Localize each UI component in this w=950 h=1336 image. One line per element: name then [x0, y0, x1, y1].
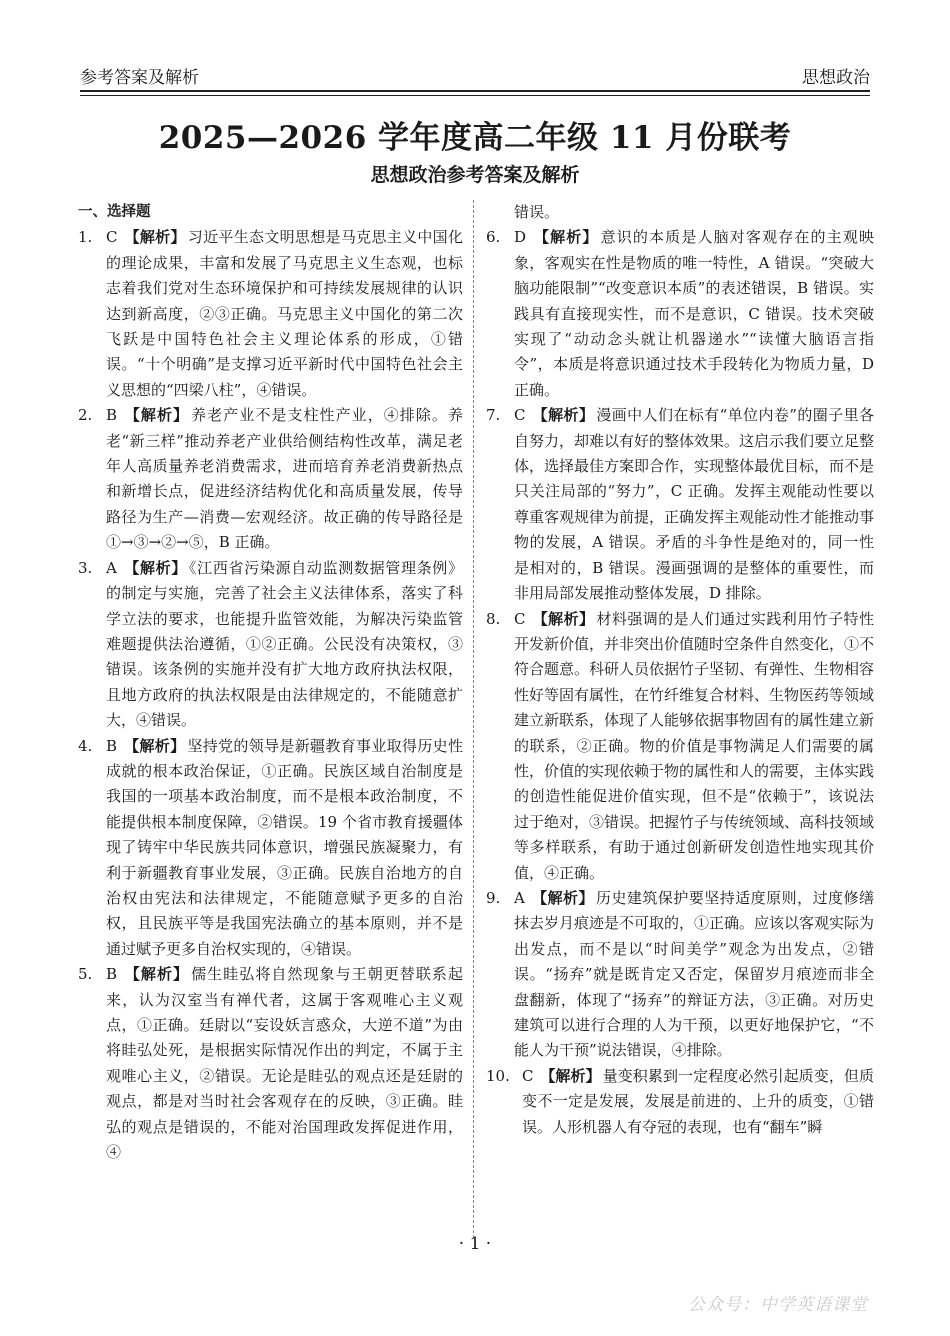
watermark-text: 公众号：中学英语课堂	[688, 1295, 868, 1315]
header-right: 思想政治	[802, 68, 870, 88]
question-text: 儒生眭弘将自然现象与王朝更替联系起来，认为汉室当有禅代者，这属于客观唯心主义观点，①正确。廷尉以“妄设妖言惑众，大逆不道”为由将眭弘处死，是根据实际情况作出的判定，不属于主观唯心主义，②错误。无论是眭弘的观点还是廷尉的观点，都是对当时社会客观存在的反映，③正确。眭弘的观点是错误的，不能对治国理政发挥促进作用，④	[106, 965, 463, 1162]
question-answer: B	[106, 406, 118, 425]
question-text: 意识的本质是人脑对客观存在的主观映象，客观实在性是物质的唯一特性，A 错误。“突破大脑功能限制”“改变意识本质”的表述错误，B 错误。实践具有直接现实性，而不是意识，C 错误。技术突破实现了“动动念头就让机器递水”“读懂大脑语言指令”，本质是将意识通过技术手段转化为物质力量，D 正确。	[514, 228, 874, 399]
question-answer: B	[106, 736, 118, 755]
analysis-tag: 【解析】	[124, 228, 186, 247]
header-rule-thick	[80, 90, 870, 92]
question-number: 10.	[486, 1066, 510, 1085]
header-rule-thin	[80, 95, 870, 96]
section-heading: 一、选择题	[78, 204, 151, 220]
question-number: 5.	[78, 965, 93, 984]
question-9	[486, 886, 874, 1064]
header-left: 参考答案及解析	[80, 68, 199, 88]
question-10	[486, 1064, 874, 1140]
question-text: 养老产业不是支柱性产业，④排除。养老“新三样”推动养老产业供给侧结构性改革，满足老年人高质量养老消费需求，进而培育养老消费新热点和新增长点，促进经济结构优化和高质量发展，传导路径为生产—消费—宏观经济。故正确的传导路径是①→③→②→⑤，B 正确。	[106, 406, 463, 552]
question-7	[486, 403, 874, 606]
question-answer: C	[514, 406, 526, 425]
question-answer: C	[522, 1066, 534, 1085]
analysis-tag: 【解析】	[540, 1066, 601, 1085]
question-answer: C	[514, 609, 526, 628]
question-answer: A	[514, 888, 525, 907]
question-text: 《江西省污染源自动监测数据管理条例》的制定与实施，完善了社会主义法律体系，落实了科学立法的要求，也能提升监管效能，为解决污染监管难题提供法治遵循，①②正确。公民没有决策权，③错误。该条例的实施并没有扩大地方政府执法权限，且地方政府的执法权限是由法律规定的，不能随意扩大，④错误。	[106, 558, 463, 730]
analysis-tag: 【解析】	[124, 406, 190, 425]
question-2	[78, 403, 463, 555]
analysis-tag: 【解析】	[532, 609, 595, 628]
question-text-continued: 错误。	[514, 203, 560, 221]
question-number: 4.	[78, 736, 93, 755]
page-number: · 1 ·	[458, 1234, 492, 1254]
question-answer: C	[106, 228, 118, 247]
question-number: 3.	[78, 558, 93, 577]
analysis-tag: 【解析】	[533, 228, 599, 247]
running-header	[80, 58, 870, 88]
question-5	[78, 962, 463, 1165]
document-title: 2025—2026 学年度高二年级 11 月份联考	[158, 120, 792, 156]
right-column	[486, 200, 874, 1140]
question-text: 历史建筑保护要坚持适度原则，过度修缮抹去岁月痕迹是不可取的，①正确。应该以客观实际为出发点，而不是以“时间美学”观念为出发点，②错误。“扬弃”就是既肯定又否定，保留岁月痕迹而非全盘翻新，体现了“扬弃”的辩证方法，③正确。对历史建筑可以进行合理的人为干预，以更好地保护它，“不能人为干预”说法错误，④排除。	[514, 888, 875, 1060]
question-text: 习近平生态文明思想是马克思主义中国化的理论成果，丰富和发展了马克思主义生态观，也标志着我们党对生态环境保护和可持续发展规律的认识达到新高度，②③正确。马克思主义中国化的第二次飞跃是中国特色社会主义理论体系的形成，①错误。“十个明确”是支撑习近平新时代中国特色社会主义思想的“四梁八柱”，④错误。	[106, 228, 463, 399]
question-8	[486, 607, 874, 886]
question-text: 量变积累到一定程度必然引起质变，但质变不一定是发展，发展是前进的、上升的质变，①错误。人形机器人有夺冠的表现，也有“翻车”瞬	[522, 1066, 874, 1136]
column-divider	[473, 200, 474, 1238]
question-answer: B	[106, 965, 118, 984]
analysis-tag: 【解析】	[124, 558, 187, 577]
question-1	[78, 225, 463, 403]
document-subtitle: 思想政治参考答案及解析	[370, 164, 580, 186]
question-text: 漫画中人们在标有“单位内卷”的圈子里各自努力，却难以有好的整体效果。这启示我们要立足整体，选择最佳方案即合作，实现整体最优目标，而不是只关注局部的“努力”，C 正确。发挥主观能动性要以尊重客观规律为前提，正确发挥主观能动性才能推动事物的发展，A 错误。矛盾的斗争性是绝对的，同一性是相对的，B 错误。漫画强调的是整体的重要性，而非用局部发展推动整体发展，D 排除。	[514, 406, 875, 603]
question-6	[486, 225, 874, 403]
question-3	[78, 556, 463, 734]
question-5-continued	[486, 200, 874, 225]
analysis-tag: 【解析】	[124, 736, 186, 755]
question-answer: D	[514, 228, 527, 247]
question-number: 1.	[78, 228, 93, 247]
question-number: 7.	[486, 406, 501, 425]
analysis-tag: 【解析】	[532, 406, 595, 425]
question-number: 2.	[78, 406, 93, 425]
question-number: 8.	[486, 609, 501, 628]
question-text: 材料强调的是人们通过实践利用竹子特性开发新价值，并非突出价值随时空条件自然变化，①不符合题意。科研人员依据竹子坚韧、有弹性、生物相容性好等固有属性，在竹纤维复合材料、生物医药等领域建立新联系，体现了人能够依据事物固有的属性建立新的联系，②正确。物的价值是事物满足人们需要的属性，价值的实现依赖于物的属性和人的需要，主体实践的创造性能促进价值实现，但不是“依赖于”，该说法过于绝对，③错误。把握竹子与传统领域、高科技领域等多样联系，有助于通过创新研发创造性地实现其价值，④正确。	[514, 609, 875, 882]
question-answer: A	[106, 558, 117, 577]
analysis-tag: 【解析】	[532, 888, 594, 907]
question-text: 坚持党的领导是新疆教育事业取得历史性成就的根本政治保证，①正确。民族区域自治制度是我国的一项基本政治制度，而不是根本政治制度，不能提供根本制度保障，②错误。19 个省市教育援疆体现了铸牢中华民族共同体意识，增强民族凝聚力，有利于新疆教育事业发展，③正确。民族自治地方的自治权由宪法和法律规定，不能随意赋予更多的自治权，且民族平等是我国宪法确立的基本原则，并不是通过赋予更多自治权实现的，④错误。	[106, 736, 463, 958]
left-column	[78, 200, 463, 1165]
question-4	[78, 734, 463, 963]
analysis-tag: 【解析】	[124, 965, 190, 984]
question-number: 6.	[486, 228, 501, 247]
question-number: 9.	[486, 888, 501, 907]
